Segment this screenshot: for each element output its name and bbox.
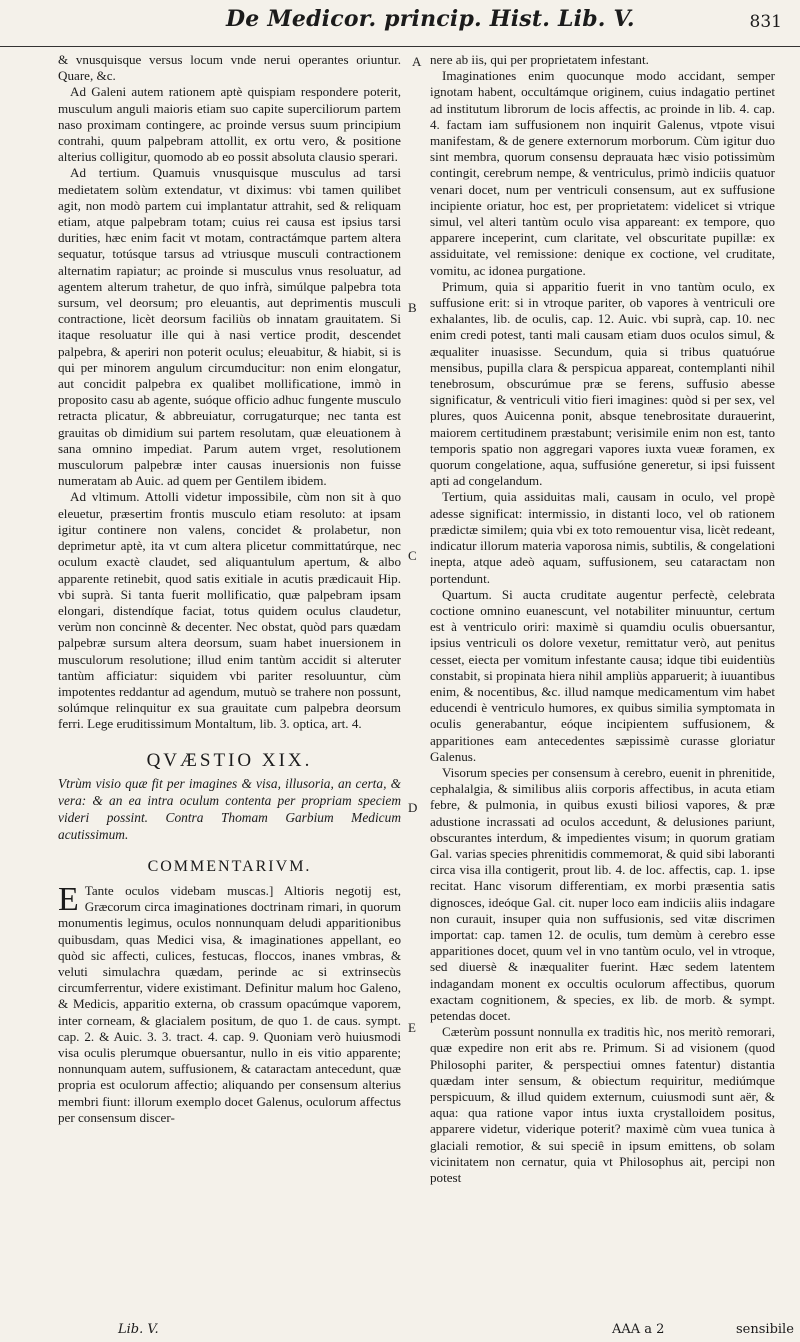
paragraph: Tante oculos videbam muscas.] Altioris negotij est, Græcorum circa imaginationes doctrinam rimari, in quorum monumentis legimus, oculos nonnunquam deludi apparitionibus quibusdam, quas Medici visa, & imaginationes appellant, eo quòd sic affecti, culices, festucas, floccos, inanes vmbras, & veluti simulachra quædam, perinde ac si extrinsecùs circumferrentur, videre existimant. Definitur malum hoc Galeno, & Medicis, apparitio externa, ob crassum opacúmque vaporem, inter corneam, & glacialem positum, de quo 1. de caus. sympt. cap. 2. & Auic. 3. 3. tract. 4. cap. 9. Quoniam verò huiusmodi visa oculis plerumque obuersantur, nullo in eis vitio apparente; nonnunquam autem, suffusionem, & cataractam antecedunt, quæ propria est oculorum affectio; aliquando per consensum alterius membri fiunt: illorum exemplo docet Galenus, oculorum affectus per consensum discer- <box>58 882 401 1125</box>
drop-cap: E <box>58 880 79 918</box>
paragraph: Visorum species per consensum à cerebro, euenit in phrenitide, cephalalgia, & similibus aliis corporis affectibus, in acuta etiam febre, & pulmonia, in quibus exusti biliosi vapores, & præ adustione incrassati ad oculos accedunt, & delusiones pariunt, obscurantes interdum, & impedientes visum; in quorum gratiam Gal. varias species phrenitidis commemorat, & quid sibi laboranti circa visa illa contigerit, prout lib. 4. de loc. affectis, cap. 1. ipse recitat. Hanc visorum differentiam, ex morbi præsentia satis dignosces, ideóque Gal. cit. nuper loco eam indiciis aliis indagare non curauit, insuper quia non suffusionis, sed vitæ discrimen importat: cap. tamen 12. de oculis, tum demùm à cerebro esse apparitiones docet, quum vel in vno tantùm oculo, vel in vtroque, sed diuersè & inæqualiter fuerint. Hæc sedem latentem indagandam monent ex occultis oculorum affectibus, quorum exactam cognitionem, & species, ex lib. de morb. & sympt. petendas docet. <box>430 764 775 1023</box>
running-title: De Medicor. princip. Hist. Lib. V. <box>226 6 635 32</box>
paragraph: nere ab iis, qui per proprietatem infestant. <box>430 52 649 67</box>
paragraph: & vnusquisque versus locum vnde nerui operantes oriuntur. Quare, &c. <box>58 52 401 84</box>
right-column <box>430 52 775 1186</box>
paragraph: Cæterùm possunt nonnulla ex traditis hìc, nos meritò remorari, quæ expedire non erit abs re. Primum. Si ad visionem (quod Philosophi pariter, & perspectiui omnes fatentur) distantia quædam inter sensum, & obiectum requiritur, mediúmque perspicuum, & illud quidem externum, cuiusmodi sunt aër, & aqua: qua ratione vapor intus iuxta crystalloidem positus, apparere videtur, viderique poterit? maximè cùm vuea tunica à glaciali remotior, & sui speciê in ipsum emittens, ob solam vicinitatem non cernatur, quia vt Philosophus ait, percipi non potest <box>430 1024 775 1186</box>
left-column <box>58 52 401 1126</box>
paragraph: Tertium, quia assiduitas mali, causam in oculo, vel propè adesse significat: intermissio, in distanti loco, vel ob rationem prædictæ similem; quia vbi ex toto remouentur visa, licèt redeant, indicatur illorum materia vaporosa nimis, subtilis, & congelationi inepta, atque adeò aquam, suffusionem, seu cataractam non portendunt. <box>430 489 775 586</box>
running-header <box>0 0 800 47</box>
paragraph: Ad tertium. Quamuis vnusquisque musculus ad tarsi medietatem solùm extendatur, vt diximus: vbi tamen quilibet agit, non modò partem cui implantatur attrahit, sed & reliquam etiam, atque palpebram totam; cuius rei causa est ipsius tarsi durities, hæc enim facit vt motam, contractámque partem altera sequatur, totúsque tarsus ad vtriusque musculi contractionem alternatim rapiatur; ac proinde si musculus vnus resoluatur, ad agentem alterum trahetur, de quo infrà, simúlque palpebra tota sursum, vel deorsum; pro eleuantis, aut deprimentis musculi contractione, licèt deorsum faciliùs ob innatam grauitatem. Si itaque resoluatur ille qui à nasi vertice prodit, descendet palpebra, & aperiri non poterit oculus; eleuabitur, & hiabit, si is qui per minorem angulum circumducitur: non enim elongatur, aut concidit palpebra ex qualibet mollificatione, immò in proposito casu ab agente, suóque officio adhuc fungente musculo retracta plicatur, & abbreuiatur, corrugaturque; nec tanta est grauitas ob dimidium sui partem resolutam, quæ eleuationem à sana omnino impediat. Parum autem vrget, resolutionem musculorum palpebræ inter causas inuersionis non fuisse numeratam ab Auic. ad quem per Gentilem ibidem. <box>58 165 401 489</box>
question-title: QVÆSTIO XIX. <box>146 749 313 771</box>
section-marker-b: B <box>408 300 417 315</box>
paragraph: Ad vltimum. Attolli videtur impossibile, cùm non sit à quo eleuetur, præsertim frontis musculo etiam resoluto: at ipsam igitur continere non valens, concidet & prolabetur, non deprimetur aptè, ita vt cum altera plicetur committatúrque, nec oculum exactè claudet, sed aliquantulum apertum, & albo apparente retinebit, quod satis exitiale in acutis prædicauit Hip. vbi suprà. Si tanta fuerit mollificatio, quæ palpebram ipsam elongari, distendíque faciat, totus quidem oculus claudetur, verùm non concinnè & decenter. Nec obstat, quòd pars quædam palpebræ sursum altera deorsum, suam habet inuersionem in musculorum resolutione; illud enim tantùm accidit si alteruter tantùm afficiatur: siquidem vbi pariter resoluuntur, cùm impotentes reddantur ad agendum, mutuò se trahere non possunt, solúmque relinquitur ex sua grauitate cum palpebra deorsum ferri. Lege eruditissimum Montaltum, lib. 3. optica, art. 4. <box>58 489 401 732</box>
section-marker-c: C <box>408 548 417 563</box>
footer-quire: AAA a 2 <box>612 1322 665 1337</box>
question-text: Vtrùm visio quæ fit per imagines & visa, illusoria, an certa, & vera: & an ea intra oculum contenta per propriam speciem videri possint. Contra Thomam Garbium Medicum acutissimum. <box>58 775 401 842</box>
footer-catchword: sensibile <box>736 1322 794 1337</box>
page-number: 831 <box>749 12 782 32</box>
paragraph: Quartum. Si aucta cruditate augentur perfectè, celebrata coctione omnino euanescunt, vel notabiliter minuuntur, certum est à ventriculo oriri: maximè si quamdiu oculis obuersantur, ipsius ventriculi os dolore vexetur, remittatur verò, aut penitus cesset, eiecta per vomitum infestante causa; idque tibi euidentiùs constabit, si propinata hiera nihil ampliùs apparuerit; à iuuantibus enim, & nocentibus, &c. illud namque medicamentum vim habet educendi è ventriculo humores, ex quibus similia symptomata in oculis generabantur, eóque incipientem suffusionem, & apparitiones eam antecedentes sæpissimè curasse gloriatur Galenus. <box>430 586 775 764</box>
paragraph: Primum, quia si apparitio fuerit in vno tantùm oculo, ex suffusione erit: si in vtroque pariter, ob vapores à ventriculi ore exhalantes, lib. de oculis, cap. 12. Auic. vbi suprà, cap. 10. nec enim credi potest, tanti mali causam etiam duos oculos simul, & æqualiter inuasisse. Secundum, quia si tribus quatuórue mensibus, pupilla clara & perspicua appareat, contemplanti nihil tenebrosum, obscurúmue præ se ferens, suffusio abesse significatur, & ventriculi vitio fieri imagines: quòd si per sex, vel plures, quos Auicenna ponit, absque tenebrositate durauerint, maiorem certitudinem præstabunt; verisimile enim non est, tanto temporis spatio non aggregari vapores iuxta vueæ foramen, ex quorum congelatione, aqua, suffusióne generetur, si ipsi fuissent apti ad congelandum. <box>430 278 775 489</box>
paragraph: Imaginationes enim quocunque modo accidant, semper ignotam habent, occultámque originem, cuius indagatio pertinet ad institutum librorum de locis affectis, ac proinde in lib. 4. cap. 4. factam iam suffusionem non inquirit Galenus, vtpote visui manifestam, & de genere externorum morborum. Cùm igitur duo sint membra, quorum consensu deprauata hæc visio potissimùm contingit, cerebrum nempe, & ventriculus, primò indiciis quatuor venari docet, num per ventriculi consensum, aut ex suffusione incipiente oriatur, hoc est, per proprietatem: videlicet si vtrique simul, vel alteri tantùm oculo visa appareant: ex tempore, quo apparere inceperint, cum claritate, vel obscuritate pupillæ: ex assiduitate, vel remissione: denique ex coctione, vel cruditate, vomitu, ac idonea purgatione. <box>430 68 775 278</box>
section-marker-e: E <box>408 1020 416 1035</box>
commentary-body <box>58 880 401 1126</box>
commentary-title: COMMENTARIVM. <box>147 857 312 875</box>
section-marker-a: A <box>412 54 422 69</box>
paragraph: Ad Galeni autem rationem aptè quispiam respondere poterit, musculum anguli maioris etiam suo capite superciliorum partem naso proximam contingere, ac proinde versus suum principium contrahi, quum palpebram attollit, ex ortu vero, & positione alterius colligitur, quomodo ab eo possit absoluta clausio sperari. <box>58 84 401 165</box>
footer-signature: Lib. V. <box>118 1322 159 1337</box>
section-marker-d: D <box>408 800 418 815</box>
